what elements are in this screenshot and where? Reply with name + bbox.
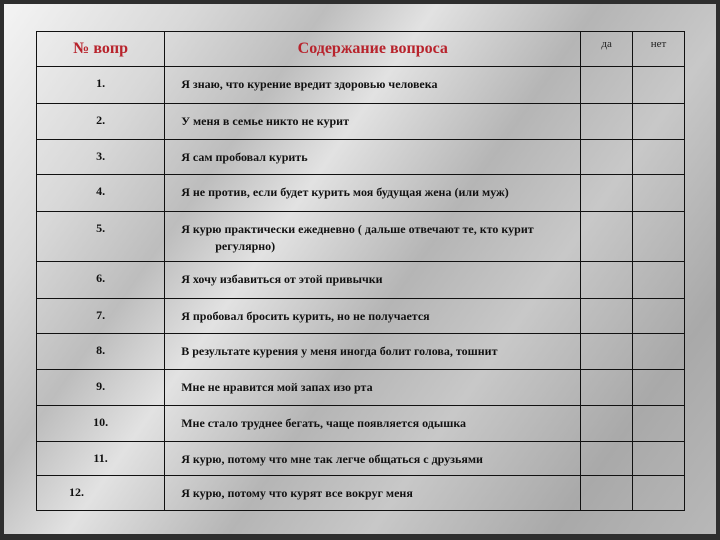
- table-row: [37, 442, 685, 476]
- question-text: [165, 476, 581, 511]
- answer-no-cell[interactable]: [632, 370, 684, 406]
- table-row: [37, 406, 685, 442]
- question-number: 2.: [37, 104, 165, 140]
- answer-no-cell[interactable]: [632, 175, 684, 212]
- answer-no-cell[interactable]: [632, 442, 684, 476]
- question-line: Я курю, потому что мне так легче общаться с друзьями: [181, 452, 483, 466]
- table-row: [37, 175, 685, 212]
- answer-no-cell[interactable]: [632, 406, 684, 442]
- answer-no-cell[interactable]: [632, 476, 684, 511]
- question-line: Я курю практически ежедневно ( дальше отвечают те, кто курит: [181, 222, 534, 236]
- question-text: [165, 334, 581, 370]
- table-row: [37, 104, 685, 140]
- answer-no-cell[interactable]: [632, 212, 684, 262]
- question-number: 4.: [37, 175, 165, 212]
- table-row: [37, 334, 685, 370]
- question-number: 11.: [37, 442, 165, 476]
- answer-yes-cell[interactable]: [581, 334, 633, 370]
- question-text: [165, 406, 581, 442]
- question-text: [165, 104, 581, 140]
- header-no: нет: [632, 32, 684, 67]
- question-text: [165, 262, 581, 299]
- question-text: [165, 442, 581, 476]
- answer-yes-cell[interactable]: [581, 370, 633, 406]
- question-text: [165, 212, 581, 262]
- header-yes: да: [581, 32, 633, 67]
- question-number: 1.: [37, 67, 165, 104]
- question-line: Я хочу избавиться от этой привычки: [181, 272, 383, 286]
- answer-no-cell[interactable]: [632, 334, 684, 370]
- question-line: Мне стало труднее бегать, чаще появляется одышка: [181, 416, 467, 430]
- question-line: Я пробовал бросить курить, но не получается: [181, 309, 430, 323]
- question-text: [165, 175, 581, 212]
- question-number: 5.: [37, 212, 165, 262]
- question-line: Я знаю, что курение вредит здоровью человека: [181, 77, 438, 91]
- table-row: [37, 67, 685, 104]
- question-number: 3.: [37, 140, 165, 175]
- table-row: [37, 140, 685, 175]
- question-line: Я сам пробовал курить: [181, 150, 308, 164]
- question-line: У меня в семье никто не курит: [181, 114, 349, 128]
- header-num: № вопр: [37, 32, 165, 67]
- answer-yes-cell[interactable]: [581, 299, 633, 334]
- question-number: 6.: [37, 262, 165, 299]
- answer-no-cell[interactable]: [632, 104, 684, 140]
- answer-yes-cell[interactable]: [581, 104, 633, 140]
- table-row: [37, 212, 685, 262]
- header-content: Содержание вопроса: [165, 32, 581, 67]
- question-line: В результате курения у меня иногда болит голова, тошнит: [181, 344, 498, 358]
- question-number: 12.: [37, 476, 165, 511]
- question-number: 9.: [37, 370, 165, 406]
- questionnaire-table: [36, 31, 685, 511]
- question-line: Я курю, потому что курят все вокруг меня: [181, 486, 413, 500]
- answer-yes-cell[interactable]: [581, 442, 633, 476]
- question-number: 7.: [37, 299, 165, 334]
- question-text: [165, 67, 581, 104]
- answer-no-cell[interactable]: [632, 140, 684, 175]
- answer-yes-cell[interactable]: [581, 262, 633, 299]
- answer-yes-cell[interactable]: [581, 212, 633, 262]
- answer-no-cell[interactable]: [632, 262, 684, 299]
- answer-yes-cell[interactable]: [581, 476, 633, 511]
- question-line: Мне не нравится мой запах изо рта: [181, 380, 373, 394]
- answer-yes-cell[interactable]: [581, 67, 633, 104]
- answer-yes-cell[interactable]: [581, 140, 633, 175]
- question-text: [165, 370, 581, 406]
- question-line: Я не против, если будет курить моя будущая жена (или муж): [181, 185, 509, 199]
- table-row: [37, 262, 685, 299]
- question-text: [165, 140, 581, 175]
- answer-yes-cell[interactable]: [581, 175, 633, 212]
- question-line-2: регулярно): [215, 239, 276, 253]
- table-row: [37, 476, 685, 511]
- table-row: [37, 370, 685, 406]
- table-row: [37, 299, 685, 334]
- answer-no-cell[interactable]: [632, 299, 684, 334]
- answer-no-cell[interactable]: [632, 67, 684, 104]
- question-number: 8.: [37, 334, 165, 370]
- slide: [4, 4, 716, 534]
- question-text: [165, 299, 581, 334]
- header-row: [37, 32, 685, 67]
- answer-yes-cell[interactable]: [581, 406, 633, 442]
- question-number: 10.: [37, 406, 165, 442]
